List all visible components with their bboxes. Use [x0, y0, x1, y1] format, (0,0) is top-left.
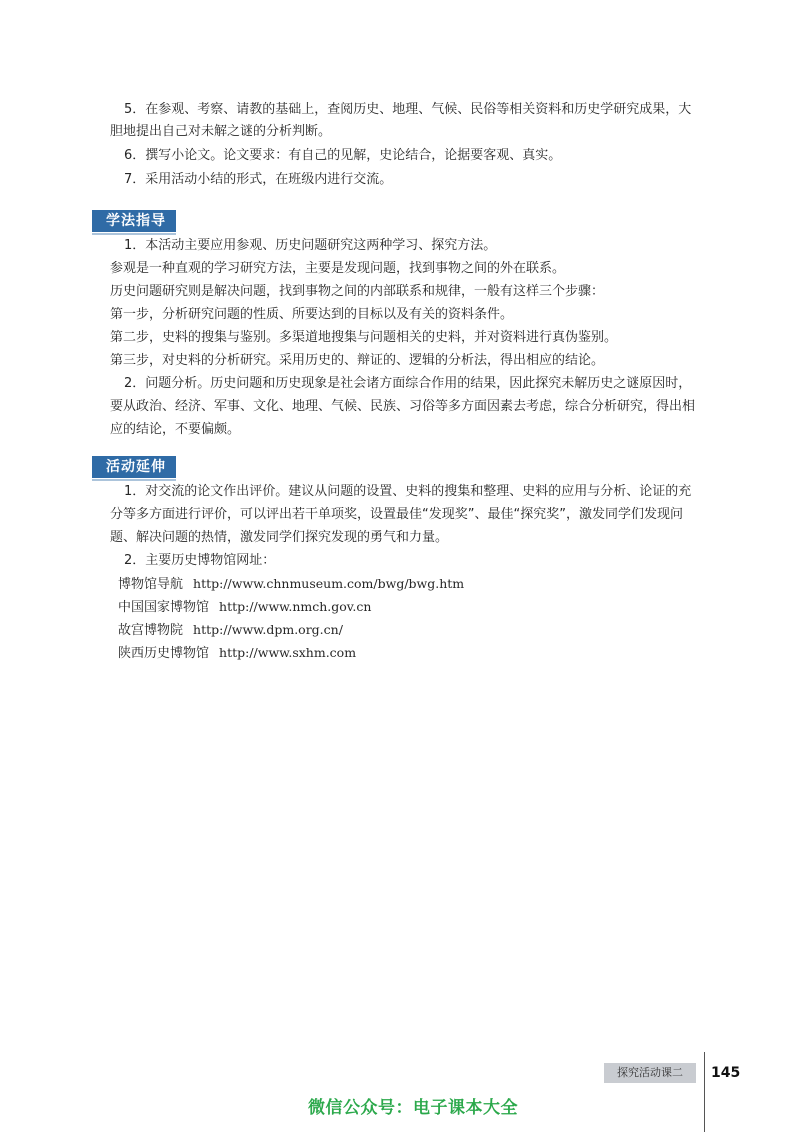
extension-line-1: 1．对交流的论文作出评价。建议从问题的设置、史料的搜集和整理、史料的应用与分析、论证的充 — [124, 484, 692, 499]
museum-site-url[interactable]: http://www.nmch.gov.cn — [219, 599, 372, 614]
museum-site-name: 故宫博物院 — [118, 623, 184, 638]
study-guide-line-3: 历史问题研究则是解决问题，找到事物之间的内部联系和规律，一般有这样三个步骤： — [110, 284, 605, 299]
museum-site-name: 陕西历史博物馆 — [118, 646, 210, 661]
study-guide-line-1: 1．本活动主要应用参观、历史问题研究这两种学习、探究方法。 — [124, 238, 497, 253]
step-7: 7．采用活动小结的形式，在班级内进行交流。 — [124, 172, 393, 187]
chapter-tab: 探究活动课二 — [604, 1063, 696, 1083]
page-number: 145 — [711, 1065, 741, 1081]
extension-heading: 活动延伸 — [92, 456, 176, 478]
step-5-line-1: 5．在参观、考察、请教的基础上，查阅历史、地理、气候、民俗等相关资料和历史学研究成果，大 — [124, 102, 692, 117]
step-6: 6．撰写小论文。论文要求：有自己的见解，史论结合，论据要客观、真实。 — [124, 148, 562, 163]
extension-line-2: 分等多方面进行评价，可以评出若干单项奖，设置最佳“发现奖”、最佳“探究奖”，激发同学们发现问 — [110, 507, 683, 522]
museum-site-url[interactable]: http://www.sxhm.com — [219, 645, 357, 660]
study-guide-line-4: 第一步，分析研究问题的性质、所要达到的目标以及有关的资料条件。 — [110, 307, 514, 322]
footer-divider — [704, 1052, 705, 1132]
museum-site-row — [118, 643, 356, 664]
study-guide-line-2: 参观是一种直观的学习研究方法，主要是发现问题，找到事物之间的外在联系。 — [110, 261, 566, 276]
museum-site-name: 博物馆导航 — [118, 577, 184, 592]
museum-site-row — [118, 620, 343, 641]
study-guide-line-8: 要从政治、经济、军事、文化、地理、气候、民族、习俗等多方面因素去考虑，综合分析研究，得出相 — [110, 399, 696, 414]
museum-site-row — [118, 597, 371, 618]
extension-line-3: 题、解决问题的热情，激发同学们探究发现的勇气和力量。 — [110, 530, 449, 545]
study-guide-line-9: 应的结论，不要偏颇。 — [110, 422, 241, 437]
extension-line-4: 2．主要历史博物馆网址： — [124, 553, 276, 568]
study-guide-heading: 学法指导 — [92, 210, 176, 232]
museum-site-name: 中国国家博物馆 — [118, 600, 210, 615]
watermark-text: 微信公众号：电子课本大全 — [308, 1098, 518, 1118]
study-guide-line-5: 第二步，史料的搜集与鉴别。多渠道地搜集与问题相关的史料，并对资料进行真伪鉴别。 — [110, 330, 618, 345]
museum-site-url[interactable]: http://www.dpm.org.cn/ — [193, 622, 343, 637]
study-guide-line-6: 第三步，对史料的分析研究。采用历史的、辩证的、逻辑的分析法，得出相应的结论。 — [110, 353, 605, 368]
museum-site-row — [118, 574, 464, 595]
museum-site-url[interactable]: http://www.chnmuseum.com/bwg/bwg.htm — [193, 576, 465, 591]
study-guide-line-7: 2．问题分析。历史问题和历史现象是社会诸方面综合作用的结果，因此探究未解历史之谜原因时， — [124, 376, 692, 391]
step-5-line-2: 胆地提出自己对未解之谜的分析判断。 — [110, 124, 332, 139]
